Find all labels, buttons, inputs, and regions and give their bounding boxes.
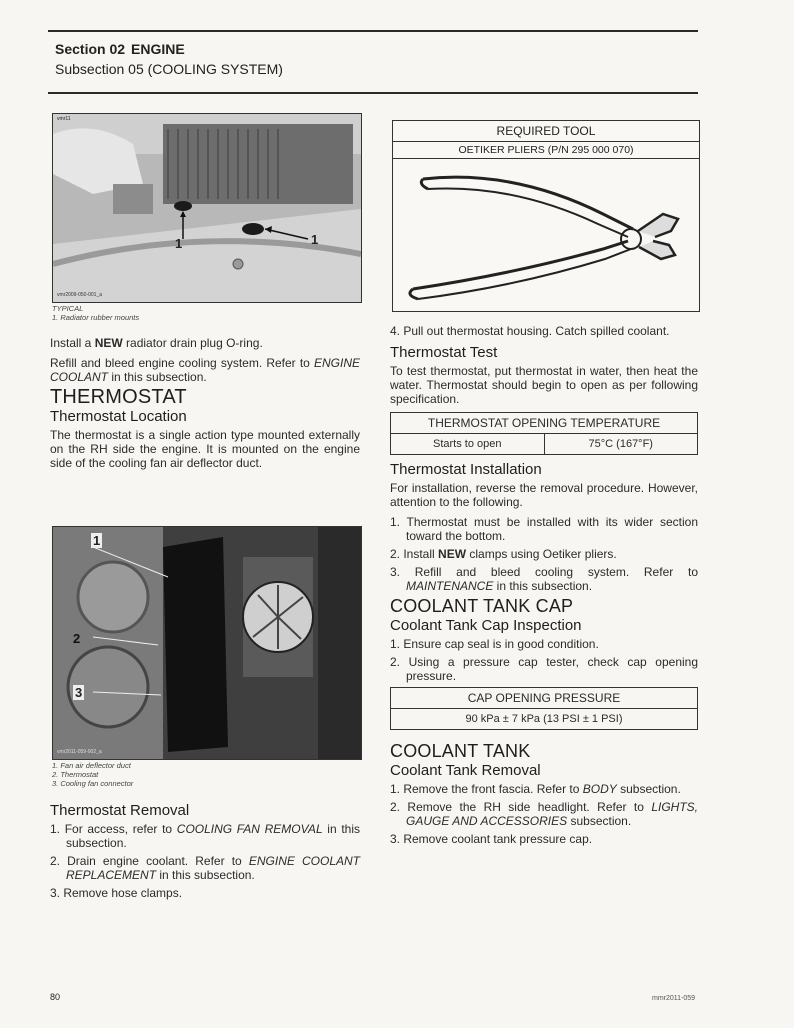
left-column-top (50, 336, 360, 476)
caption-item: 3. Cooling fan connector (52, 779, 134, 788)
radiator-photo (53, 114, 361, 302)
heading-removal: Thermostat Removal (50, 802, 190, 819)
table-header: CAP OPENING PRESSURE (391, 688, 698, 709)
section-title (55, 41, 185, 57)
paragraph: Refill and bleed engine cooling system. Refer to ENGINE COOLANT in this subsection. (50, 356, 360, 384)
heading-test: Thermostat Test (390, 344, 498, 361)
heading-cap-inspection: Coolant Tank Cap Inspection (390, 617, 582, 634)
page-number: 80 (50, 992, 61, 1002)
list-item: 2. Install NEW clamps using Oetiker pliers. (390, 547, 617, 561)
thermostat-location-figure (52, 526, 362, 760)
document-code: mmr2011-059 (652, 995, 696, 1002)
list-item: 1. Remove the front fascia. Refer to BODY subsection. (390, 782, 681, 796)
tool-name: OETIKER PLIERS (P/N 295 000 070) (393, 142, 699, 159)
list-item: 1. For access, refer to COOLING FAN REMOVAL in this subsection. (50, 822, 361, 850)
table-cell: 90 kPa ± 7 kPa (13 PSI ± 1 PSI) (391, 709, 698, 730)
radiator-mounts-figure (52, 113, 362, 303)
cap-pressure-table (390, 687, 698, 730)
table-header: THERMOSTAT OPENING TEMPERATURE (391, 413, 698, 434)
oetiker-pliers-icon (393, 159, 699, 309)
heading-coolant-tank: COOLANT TANK (390, 741, 531, 761)
list-item: 2. Drain engine coolant. Refer to ENGINE COOLANT REPLACEMENT in this subsection. (50, 854, 360, 882)
figure-callout: 1 (311, 232, 319, 247)
list-item: 3. Remove coolant tank pressure cap. (390, 832, 593, 846)
top-rule (48, 30, 698, 32)
subsection-title: Subsection 05 (COOLING SYSTEM) (55, 61, 283, 77)
section-number: Section 02 (55, 41, 126, 57)
figure-callout: 1 (93, 533, 101, 548)
list-item: 2. Remove the RH side headlight. Refer to LIGHTS, GAUGE AND ACCESSORIES subsection. (390, 800, 698, 828)
figure-callout: 2 (73, 631, 81, 646)
caption-item: 2. Thermostat (52, 770, 99, 779)
table-cell: 75°C (167°F) (544, 434, 698, 455)
thermostat-photo (53, 527, 361, 759)
heading-installation: Thermostat Installation (390, 461, 542, 478)
figure-code: vmr2011-059-002_a (57, 749, 102, 755)
figure-caption (52, 761, 133, 788)
heading-tank-removal: Coolant Tank Removal (390, 762, 541, 779)
caption-item: 1. Fan air deflector duct (52, 761, 131, 770)
figure-caption (52, 304, 139, 322)
figure-code-top: vmr11 (57, 116, 71, 122)
paragraph: The thermostat is a single action type mounted externally on the RH side the engine. It is mounted on the engine side of the cooling fan air deflector duct. (50, 428, 360, 470)
caption-item: 1. Radiator rubber mounts (52, 313, 140, 322)
list-item: 2. Using a pressure cap tester, check cap opening pressure. (390, 655, 698, 683)
paragraph: For installation, reverse the removal procedure. However, attention to the following. (390, 481, 698, 509)
heading-thermostat: THERMOSTAT (50, 386, 187, 408)
figure-code: vmr2009-050-001_a (57, 292, 103, 298)
section-name: ENGINE (131, 41, 185, 57)
heading-location: Thermostat Location (50, 408, 187, 425)
paragraph: Install a NEW radiator drain plug O-ring. (50, 336, 263, 350)
table-cell: Starts to open (391, 434, 545, 455)
header-rule (48, 92, 698, 94)
heading-coolant-tank-cap: COOLANT TANK CAP (390, 596, 574, 616)
paragraph: To test thermostat, put thermostat in water, then heat the water. Thermostat should begin to open as per following specification. (390, 364, 698, 406)
temperature-table (390, 412, 698, 455)
list-item: 4. Pull out thermostat housing. Catch spilled coolant. (390, 324, 670, 338)
list-item: 1. Thermostat must be installed with its wider section toward the bottom. (390, 515, 698, 543)
tool-title: REQUIRED TOOL (393, 121, 699, 142)
right-column (390, 324, 698, 850)
figure-callout: 3 (75, 685, 83, 700)
figure-callout: 1 (175, 236, 183, 251)
removal-section (50, 800, 360, 904)
required-tool-box (392, 120, 700, 312)
list-item: 1. Ensure cap seal is in good condition. (390, 637, 599, 651)
caption-label: TYPICAL (52, 304, 84, 313)
list-item: 3. Remove hose clamps. (50, 886, 183, 900)
list-item: 3. Refill and bleed cooling system. Refer to MAINTENANCE in this subsection. (390, 565, 698, 593)
